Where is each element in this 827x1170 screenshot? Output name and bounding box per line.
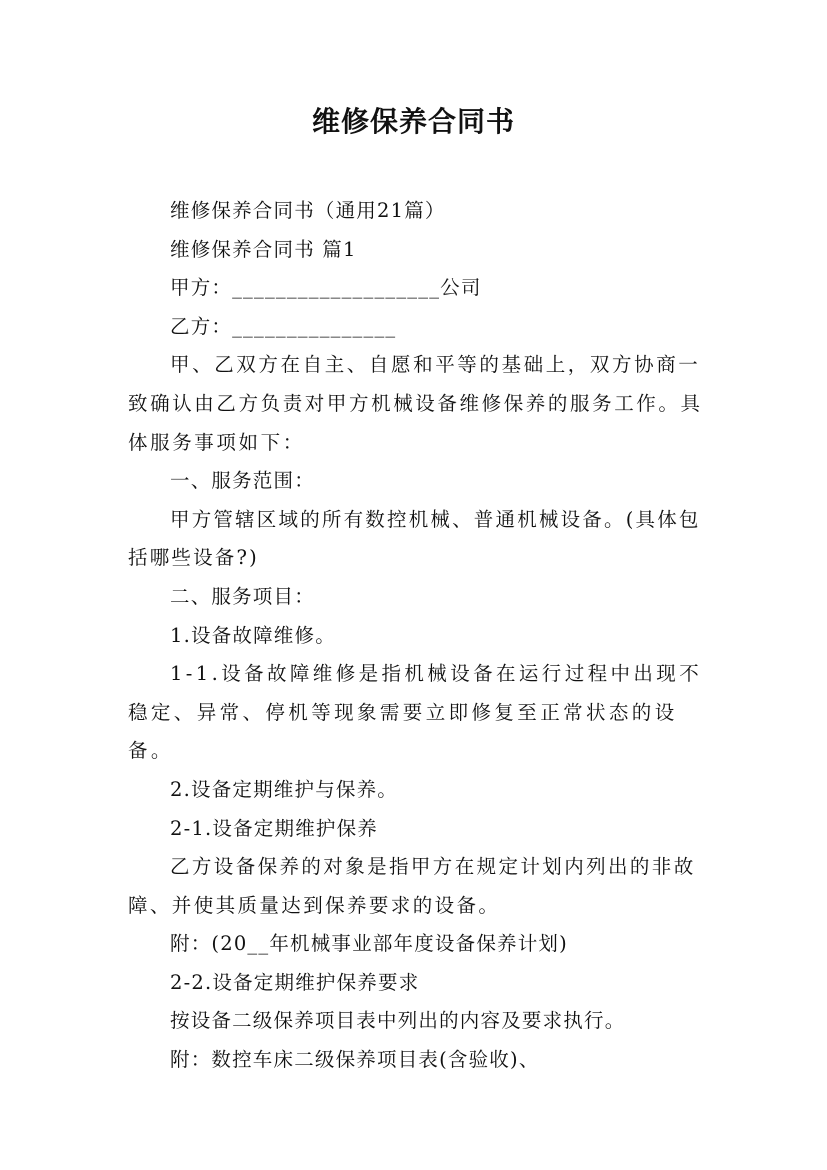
- paragraph-service-scope: 甲方管辖区域的所有数控机械、普通机械设备。(具体包括哪些设备?): [128, 507, 701, 570]
- paragraph-item-1-1: 1-1.设备故障维修是指机械设备在运行过程中出现不稳定、异常、停机等现象需要立即修复至正常状态的设备。: [128, 662, 703, 763]
- document-title: 维修保养合同书: [311, 105, 515, 138]
- paragraph-attachment-plan: 附：(20__年机械事业部年度设备保养计划): [170, 932, 568, 956]
- paragraph-agreement-intro: 甲、乙双方在自主、自愿和平等的基础上，双方协商一致确认由乙方负责对甲方机械设备维修保养的服务工作。具体服务事项如下：: [128, 353, 703, 454]
- paragraph-service-items-heading: 二、服务项目：: [170, 584, 315, 608]
- paragraph-party-b: 乙方：_______________: [170, 314, 397, 338]
- document-body: [128, 192, 718, 1080]
- paragraph-maintenance-object: 乙方设备保养的对象是指甲方在规定计划内列出的非故障、并使其质量达到保养要求的设备。: [128, 855, 696, 917]
- paragraph-party-a: 甲方：___________________公司: [170, 276, 482, 300]
- paragraph-attachment-table: 附：数控车床二级保养项目表(含验收)、: [170, 1048, 540, 1072]
- paragraph-item-1: 1.设备故障维修。: [170, 623, 336, 647]
- paragraph-execution-rule: 按设备二级保养项目表中列出的内容及要求执行。: [170, 1009, 626, 1033]
- paragraph-subtitle: 维修保养合同书（通用21篇）: [170, 199, 446, 222]
- paragraph-item-2-1: 2-1.设备定期维护保养: [170, 816, 379, 840]
- paragraph-service-scope-heading: 一、服务范围：: [170, 469, 315, 493]
- paragraph-item-2: 2.设备定期维护与保养。: [170, 777, 399, 801]
- paragraph-item-2-2: 2-2.设备定期维护保养要求: [170, 970, 420, 994]
- paragraph-section-heading: 维修保养合同书 篇1: [170, 237, 357, 261]
